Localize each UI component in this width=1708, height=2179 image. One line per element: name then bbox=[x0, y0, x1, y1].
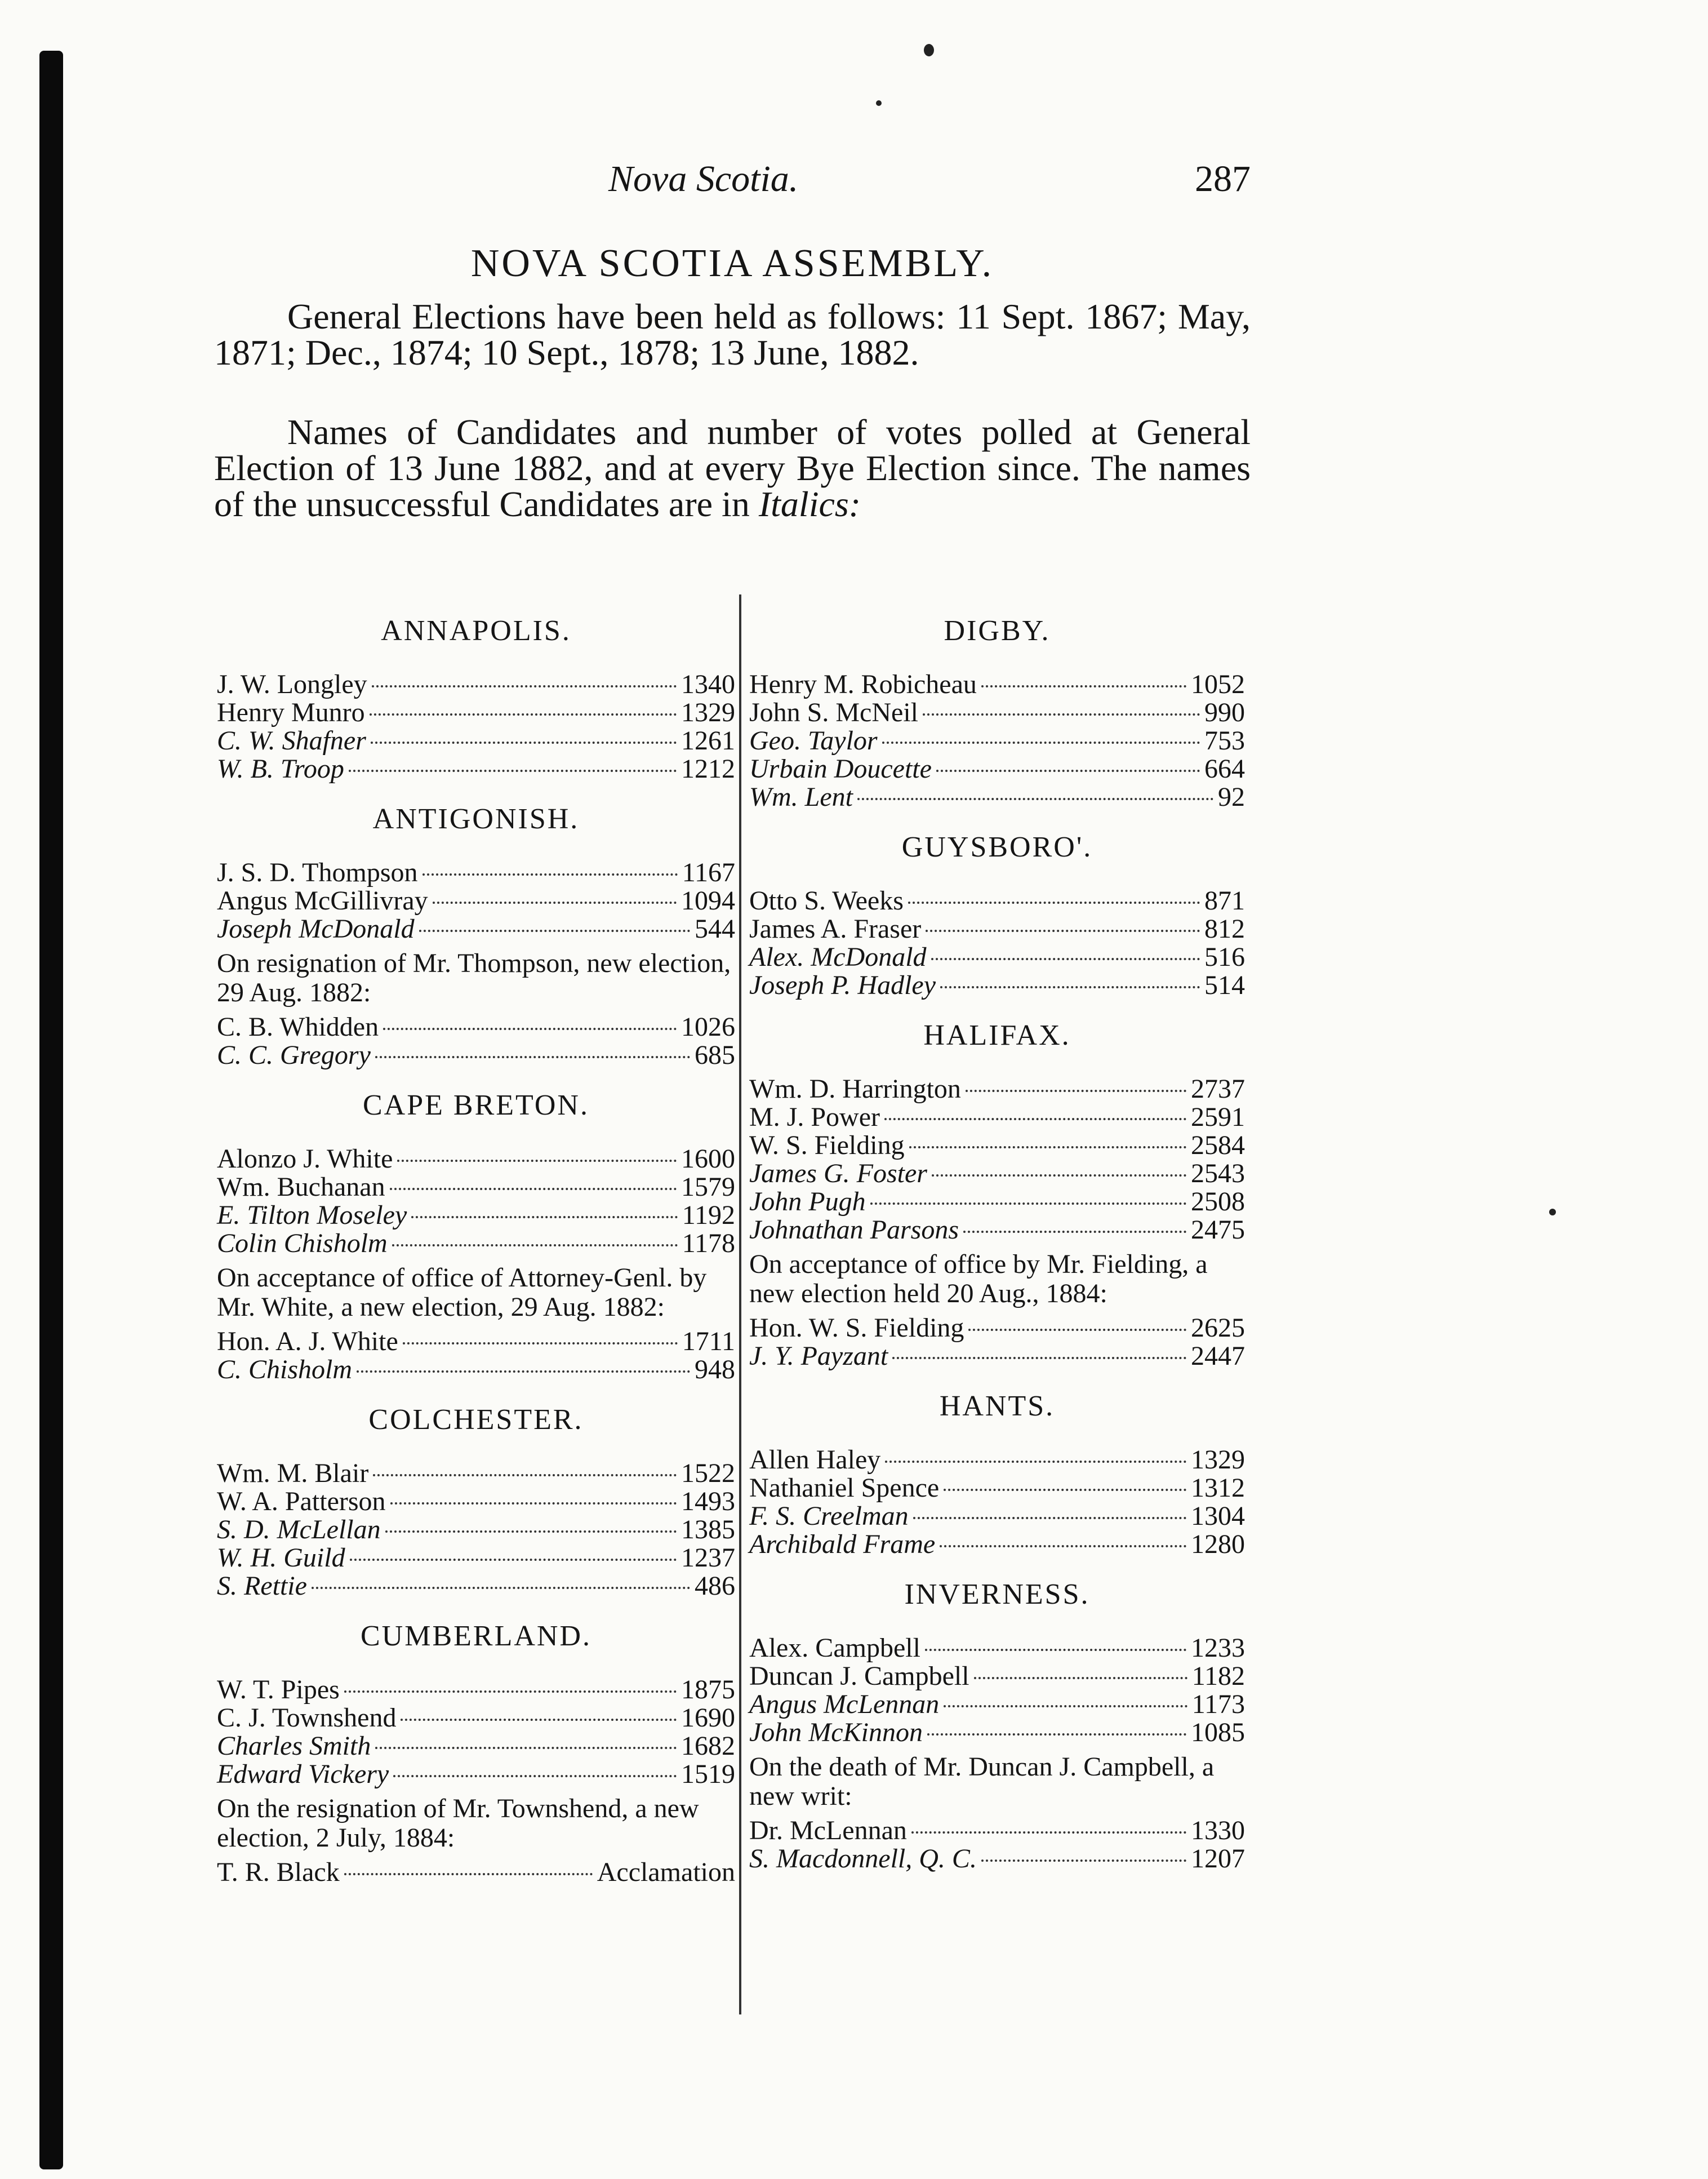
dot-leader bbox=[392, 1244, 678, 1246]
candidate-name: Allen Haley bbox=[749, 1445, 881, 1475]
page-number: 287 bbox=[1195, 158, 1251, 199]
vote-count: 2625 bbox=[1191, 1313, 1245, 1343]
candidate-row bbox=[217, 887, 735, 915]
dot-leader bbox=[397, 1160, 677, 1162]
county-section-colchester bbox=[217, 1403, 735, 1600]
dot-leader bbox=[433, 902, 677, 904]
page-title: NOVA SCOTIA ASSEMBLY. bbox=[470, 242, 994, 285]
vote-count: 1207 bbox=[1191, 1844, 1245, 1874]
dot-leader bbox=[390, 1188, 677, 1190]
dot-leader bbox=[350, 1559, 677, 1561]
dot-leader bbox=[401, 1719, 677, 1721]
county-section-cumberland bbox=[217, 1619, 735, 1887]
italics-note: Italics: bbox=[758, 484, 861, 524]
candidate-name: Joseph P. Hadley bbox=[749, 970, 936, 1000]
vote-count: 1085 bbox=[1191, 1718, 1245, 1747]
candidate-name: C. B. Whidden bbox=[217, 1012, 379, 1042]
vote-count: 1261 bbox=[681, 726, 735, 756]
candidate-name: C. C. Gregory bbox=[217, 1040, 371, 1070]
vote-count: 1340 bbox=[681, 669, 735, 699]
county-heading: ANNAPOLIS. bbox=[381, 615, 571, 647]
candidate-name: Henry M. Robicheau bbox=[749, 669, 977, 699]
dot-leader bbox=[403, 1342, 678, 1344]
candidate-row bbox=[217, 1488, 735, 1516]
left-column bbox=[217, 597, 735, 2017]
candidate-row bbox=[217, 755, 735, 783]
candidate-name: Dr. McLennan bbox=[749, 1816, 907, 1845]
vote-count: 1519 bbox=[681, 1759, 735, 1789]
county-heading: GUYSBORO'. bbox=[901, 831, 1093, 863]
candidate-name: Duncan J. Campbell bbox=[749, 1661, 969, 1691]
candidate-name: Hon. A. J. White bbox=[217, 1326, 398, 1356]
dot-leader bbox=[870, 1202, 1186, 1205]
candidate-name: Joseph McDonald bbox=[217, 914, 415, 944]
vote-count: 1233 bbox=[1191, 1633, 1245, 1663]
candidate-row bbox=[217, 1858, 735, 1887]
candidate-name: C. W. Shafner bbox=[217, 726, 366, 756]
candidate-name: S. Macdonnell, Q. C. bbox=[749, 1844, 977, 1874]
dot-leader bbox=[925, 1649, 1186, 1651]
dot-leader bbox=[373, 1474, 677, 1476]
county-heading: HALIFAX. bbox=[923, 1019, 1071, 1051]
candidate-name: Nathaniel Spence bbox=[749, 1473, 940, 1503]
county-section-antigonish bbox=[217, 802, 735, 1069]
vote-count: 1237 bbox=[681, 1543, 735, 1573]
vote-count: 1312 bbox=[1191, 1473, 1245, 1503]
dot-leader bbox=[344, 1690, 677, 1693]
vote-count: 1192 bbox=[682, 1200, 735, 1230]
candidate-name: Geo. Taylor bbox=[749, 726, 878, 756]
candidate-row bbox=[217, 699, 735, 727]
candidate-row bbox=[749, 1690, 1245, 1719]
candidate-row bbox=[217, 671, 735, 699]
candidate-name: Alex. Campbell bbox=[749, 1633, 920, 1663]
vote-count: 2737 bbox=[1191, 1074, 1245, 1104]
vote-count: 1330 bbox=[1191, 1816, 1245, 1845]
candidate-row bbox=[217, 1516, 735, 1544]
candidate-row bbox=[217, 1459, 735, 1488]
column-divider bbox=[739, 594, 741, 2014]
vote-count: 1304 bbox=[1191, 1501, 1245, 1531]
candidate-name: James A. Fraser bbox=[749, 914, 922, 944]
candidate-row bbox=[749, 1131, 1245, 1160]
candidate-row bbox=[749, 1502, 1245, 1530]
candidate-name: C. J. Townshend bbox=[217, 1703, 397, 1733]
dot-leader bbox=[357, 1370, 690, 1373]
vote-count: 1385 bbox=[681, 1515, 735, 1545]
candidate-name: W. T. Pipes bbox=[217, 1675, 340, 1705]
vote-count: 1690 bbox=[681, 1703, 735, 1733]
vote-count: 753 bbox=[1204, 726, 1245, 756]
candidate-name: J. S. D. Thompson bbox=[217, 858, 418, 887]
bye-election-note: On acceptance of office by Mr. Fielding, a new election held 20 Aug., 1884: bbox=[749, 1249, 1208, 1308]
vote-count: 1711 bbox=[682, 1326, 735, 1356]
dot-leader bbox=[932, 1174, 1186, 1177]
county-heading: ANTIGONISH. bbox=[372, 803, 580, 835]
candidate-name: Colin Chisholm bbox=[217, 1228, 388, 1258]
candidate-row bbox=[749, 699, 1245, 727]
vote-count: 1579 bbox=[681, 1172, 735, 1202]
county-heading: CAPE BRETON. bbox=[363, 1089, 589, 1121]
candidate-name: W. H. Guild bbox=[217, 1543, 345, 1573]
candidate-row bbox=[217, 1201, 735, 1230]
dot-leader bbox=[911, 1831, 1186, 1834]
dot-leader bbox=[393, 1775, 677, 1777]
candidate-name: J. Y. Payzant bbox=[749, 1341, 888, 1371]
dot-leader bbox=[383, 1028, 677, 1030]
dot-leader bbox=[940, 1545, 1186, 1547]
ink-speck bbox=[1549, 1209, 1556, 1215]
dot-leader bbox=[885, 1461, 1186, 1463]
dot-leader bbox=[936, 770, 1200, 772]
candidate-name: S. D. McLellan bbox=[217, 1515, 381, 1545]
dot-leader bbox=[312, 1587, 690, 1589]
vote-count: 1094 bbox=[681, 886, 735, 916]
vote-count: 948 bbox=[695, 1355, 735, 1384]
vote-count: 1522 bbox=[681, 1458, 735, 1488]
dot-leader bbox=[371, 742, 677, 744]
candidate-name: Wm. D. Harrington bbox=[749, 1074, 961, 1104]
vote-count: 2584 bbox=[1191, 1130, 1245, 1160]
candidate-row bbox=[217, 1328, 735, 1356]
county-section-halifax bbox=[749, 1019, 1245, 1370]
candidate-row bbox=[749, 1342, 1245, 1370]
candidate-row bbox=[217, 1356, 735, 1384]
candidate-row bbox=[217, 1676, 735, 1704]
vote-count: 1493 bbox=[681, 1486, 735, 1516]
candidate-row bbox=[217, 727, 735, 755]
dot-leader bbox=[926, 930, 1200, 932]
dot-leader bbox=[390, 1502, 677, 1505]
candidate-name: C. Chisholm bbox=[217, 1355, 353, 1384]
vote-count: 514 bbox=[1204, 970, 1245, 1000]
candidate-row bbox=[217, 859, 735, 887]
county-heading: DIGBY. bbox=[944, 615, 1051, 647]
candidate-row bbox=[749, 915, 1245, 943]
county-heading: COLCHESTER. bbox=[368, 1404, 584, 1436]
dot-leader bbox=[375, 1056, 690, 1058]
candidate-name: Charles Smith bbox=[217, 1731, 371, 1761]
candidate-name: M. J. Power bbox=[749, 1102, 880, 1132]
vote-count: 2508 bbox=[1191, 1187, 1245, 1217]
dot-leader bbox=[931, 958, 1200, 960]
candidate-name: Henry Munro bbox=[217, 698, 365, 727]
dot-leader bbox=[908, 902, 1200, 904]
candidate-row bbox=[217, 1760, 735, 1789]
candidate-row bbox=[217, 1041, 735, 1069]
county-heading: CUMBERLAND. bbox=[360, 1620, 592, 1652]
dot-leader bbox=[927, 1733, 1186, 1736]
vote-count: 1182 bbox=[1191, 1661, 1245, 1691]
candidate-name: Wm. Lent bbox=[749, 782, 853, 812]
dot-leader bbox=[411, 1216, 677, 1218]
candidate-name: W. B. Troop bbox=[217, 754, 344, 784]
running-header bbox=[214, 158, 1251, 208]
dot-leader bbox=[349, 770, 677, 772]
candidate-row bbox=[749, 755, 1245, 783]
candidate-row bbox=[749, 1817, 1245, 1845]
dot-leader bbox=[944, 1705, 1187, 1707]
dot-leader bbox=[375, 1747, 677, 1749]
vote-count: 2543 bbox=[1191, 1159, 1245, 1188]
vote-count: 2591 bbox=[1191, 1102, 1245, 1132]
dot-leader bbox=[974, 1677, 1187, 1679]
dot-leader bbox=[913, 1517, 1186, 1519]
candidate-name: John S. McNeil bbox=[749, 698, 918, 727]
candidate-row bbox=[749, 1075, 1245, 1103]
vote-count: 1280 bbox=[1191, 1529, 1245, 1559]
county-section-hants bbox=[749, 1390, 1245, 1559]
right-column bbox=[749, 597, 1245, 2017]
vote-count: 1875 bbox=[681, 1675, 735, 1705]
binding-shadow bbox=[39, 51, 63, 2169]
candidate-row bbox=[749, 1446, 1245, 1474]
candidate-row bbox=[749, 1188, 1245, 1216]
candidate-row bbox=[749, 1634, 1245, 1662]
dot-leader bbox=[344, 1873, 593, 1875]
candidate-row bbox=[749, 887, 1245, 915]
candidate-row bbox=[749, 1160, 1245, 1188]
candidate-row bbox=[217, 1572, 735, 1600]
candidate-name: T. R. Black bbox=[217, 1857, 340, 1887]
candidate-name: Angus McLennan bbox=[749, 1689, 940, 1719]
dot-leader bbox=[981, 1860, 1186, 1862]
vote-count: 871 bbox=[1204, 886, 1245, 916]
candidate-row bbox=[217, 1544, 735, 1572]
candidate-name: Otto S. Weeks bbox=[749, 886, 904, 916]
candidate-row bbox=[217, 1230, 735, 1258]
dot-leader bbox=[857, 798, 1213, 800]
vote-count: 1173 bbox=[1191, 1689, 1245, 1719]
county-section-digby bbox=[749, 614, 1245, 811]
county-section-annapolis bbox=[217, 614, 735, 783]
vote-count: 664 bbox=[1204, 754, 1245, 784]
bye-election-note: On the death of Mr. Duncan J. Campbell, a new writ: bbox=[749, 1752, 1215, 1811]
vote-count: 1026 bbox=[681, 1012, 735, 1042]
candidate-row bbox=[217, 1732, 735, 1760]
dot-leader bbox=[419, 930, 690, 932]
running-title: Nova Scotia. bbox=[608, 158, 799, 199]
candidate-row bbox=[749, 1474, 1245, 1502]
dot-leader bbox=[940, 986, 1200, 988]
dot-leader bbox=[422, 873, 678, 876]
candidate-row bbox=[217, 1013, 735, 1041]
candidate-name: James G. Foster bbox=[749, 1159, 927, 1188]
candidate-name: Urbain Doucette bbox=[749, 754, 932, 784]
bye-election-note: On the resignation of Mr. Townshend, a new election, 2 July, 1884: bbox=[217, 1794, 699, 1853]
bye-election-note: On resignation of Mr. Thompson, new election, 29 Aug. 1882: bbox=[217, 948, 731, 1008]
dot-leader bbox=[981, 685, 1186, 687]
candidate-name: Alonzo J. White bbox=[217, 1144, 393, 1174]
candidate-name: Alex. McDonald bbox=[749, 942, 927, 972]
dot-leader bbox=[966, 1090, 1186, 1092]
candidate-name: W. S. Fielding bbox=[749, 1130, 905, 1160]
candidate-row bbox=[749, 971, 1245, 1000]
vote-count: 1329 bbox=[1191, 1445, 1245, 1475]
candidate-row bbox=[749, 1530, 1245, 1559]
vote-count: 1167 bbox=[682, 858, 735, 887]
vote-count: 1212 bbox=[681, 754, 735, 784]
county-section-guysboro bbox=[749, 831, 1245, 1000]
county-section-cape-breton bbox=[217, 1089, 735, 1384]
candidate-name: W. A. Patterson bbox=[217, 1486, 386, 1516]
dot-leader bbox=[968, 1329, 1186, 1331]
vote-count: 1178 bbox=[682, 1228, 735, 1258]
candidate-row bbox=[217, 1145, 735, 1173]
county-heading: INVERNESS. bbox=[904, 1578, 1090, 1610]
vote-count: Acclamation bbox=[597, 1857, 735, 1887]
vote-count: 486 bbox=[695, 1571, 735, 1601]
candidate-name: Wm. Buchanan bbox=[217, 1172, 385, 1202]
vote-count: 2475 bbox=[1191, 1215, 1245, 1245]
candidate-name: J. W. Longley bbox=[217, 669, 367, 699]
candidate-row bbox=[217, 1704, 735, 1732]
candidate-row bbox=[749, 1103, 1245, 1131]
candidate-name: Angus McGillivray bbox=[217, 886, 428, 916]
dot-leader bbox=[884, 1118, 1186, 1120]
dot-leader bbox=[370, 713, 677, 716]
candidate-row bbox=[749, 1662, 1245, 1690]
dot-leader bbox=[882, 742, 1200, 744]
candidate-row bbox=[217, 1173, 735, 1201]
candidate-name: Hon. W. S. Fielding bbox=[749, 1313, 964, 1343]
dot-leader bbox=[372, 685, 677, 687]
candidate-name: Archibald Frame bbox=[749, 1529, 936, 1559]
vote-count: 92 bbox=[1218, 782, 1245, 812]
candidate-row bbox=[749, 783, 1245, 811]
county-heading: HANTS. bbox=[939, 1390, 1055, 1422]
candidate-name: Wm. M. Blair bbox=[217, 1458, 369, 1488]
vote-count: 1329 bbox=[681, 698, 735, 727]
candidate-row bbox=[749, 1216, 1245, 1244]
dot-leader bbox=[892, 1357, 1186, 1359]
candidate-row bbox=[749, 1845, 1245, 1873]
bye-election-note: On acceptance of office of Attorney-Genl. by Mr. White, a new election, 29 Aug. 1882: bbox=[217, 1263, 707, 1322]
vote-count: 990 bbox=[1204, 698, 1245, 727]
dot-leader bbox=[944, 1489, 1186, 1491]
candidate-name: John McKinnon bbox=[749, 1718, 923, 1747]
vote-count: 2447 bbox=[1191, 1341, 1245, 1371]
dot-leader bbox=[963, 1231, 1186, 1233]
candidate-row bbox=[749, 727, 1245, 755]
vote-count: 1600 bbox=[681, 1144, 735, 1174]
vote-count: 1052 bbox=[1191, 669, 1245, 699]
candidate-row bbox=[749, 671, 1245, 699]
dot-leader bbox=[385, 1530, 677, 1533]
candidate-name: F. S. Creelman bbox=[749, 1501, 909, 1531]
ink-speck bbox=[924, 44, 934, 56]
dot-leader bbox=[909, 1146, 1186, 1148]
county-section-inverness bbox=[749, 1578, 1245, 1873]
ink-speck bbox=[876, 100, 882, 106]
candidate-name: Johnathan Parsons bbox=[749, 1215, 959, 1245]
vote-count: 685 bbox=[695, 1040, 735, 1070]
intro-paragraph-elections: General Elections have been held as follows: 11 Sept. 1867; May, 1871; Dec., 1874; 10 Sept., 1878; 13 June, 1882. bbox=[214, 296, 1251, 372]
candidate-name: S. Rettie bbox=[217, 1571, 307, 1601]
vote-count: 812 bbox=[1204, 914, 1245, 944]
candidate-name: Edward Vickery bbox=[217, 1759, 389, 1789]
candidate-row bbox=[749, 1719, 1245, 1747]
candidate-row bbox=[749, 1314, 1245, 1342]
dot-leader bbox=[923, 713, 1200, 716]
candidate-row bbox=[217, 915, 735, 943]
vote-count: 544 bbox=[695, 914, 735, 944]
candidate-name: John Pugh bbox=[749, 1187, 866, 1217]
candidate-row bbox=[749, 943, 1245, 971]
vote-count: 1682 bbox=[681, 1731, 735, 1761]
intro-paragraph-candidates: Names of Candidates and number of votes polled at General Election of 13 June 1882, and at every Bye Election since. The names of the unsuccessful Candidates are in Italics: bbox=[214, 412, 1251, 524]
candidate-name: E. Tilton Moseley bbox=[217, 1200, 407, 1230]
vote-count: 516 bbox=[1204, 942, 1245, 972]
